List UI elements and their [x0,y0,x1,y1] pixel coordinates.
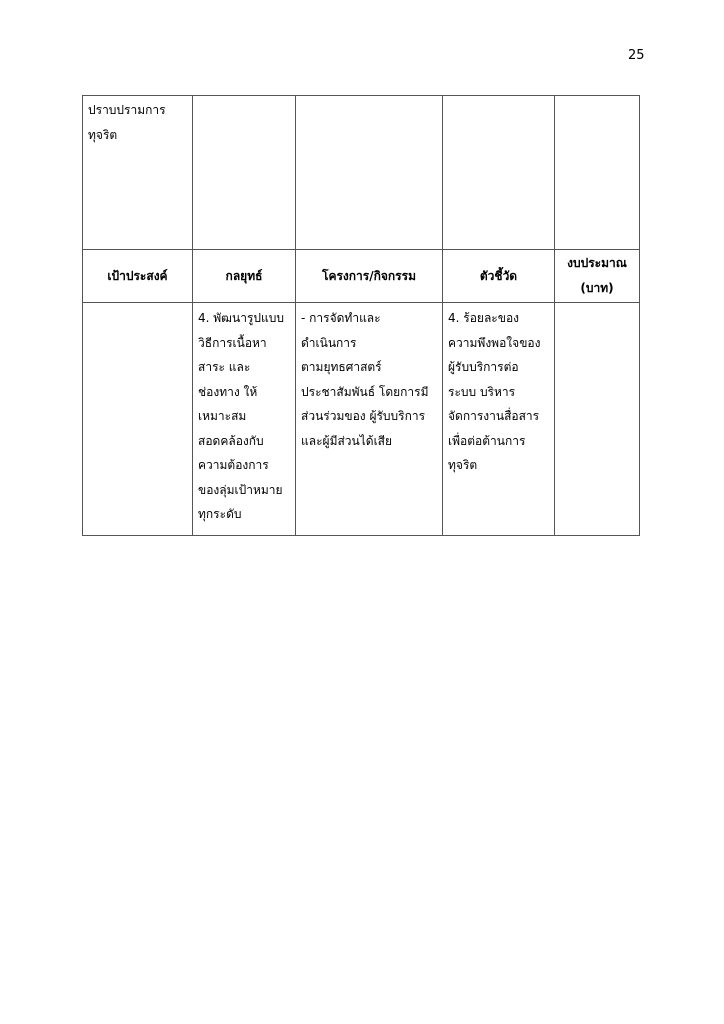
indicator-line: จัดการงานสื่อสาร [448,409,540,423]
project-cell [296,303,443,536]
project-line: ตามยุทธศาสตร์ [301,360,382,374]
goal-cell [83,303,193,536]
continuation-project-cell [296,96,443,250]
indicator-line: ระบบ บริหาร [448,384,516,399]
header-indicator: ตัวชี้วัด [443,250,555,303]
continuation-strategy-cell [193,96,296,250]
goal-line: ทุจริต [88,127,118,142]
project-line: ส่วนร่วมของ ผู้รับบริการ [301,409,426,423]
header-budget-line: (บาท) [580,281,614,295]
continuation-indicator-cell [443,96,555,250]
indicator-cell [443,303,555,536]
indicator-line: ทุจริต [448,458,478,472]
continuation-budget-cell [555,96,640,250]
indicator-line: เพื่อต่อต้านการ [448,433,526,448]
strategy-line: วิธีการเนื้อหา [198,335,267,350]
header-budget-line: งบประมาณ [567,256,627,270]
strategy-cell [193,303,296,536]
continuation-row [83,96,640,250]
header-project: โครงการ/กิจกรรม [296,250,443,303]
project-line: ประชาสัมพันธ์ โดยการมี [301,384,429,399]
header-strategy: กลยุทธ์ [193,250,296,303]
indicator-line: 4. ร้อยละของ [448,311,520,325]
continuation-goal-cell [83,96,193,250]
strategy-line: เหมาะสม [198,409,247,423]
strategy-line: ช่องทาง ให้ [198,384,258,399]
header-row [83,250,640,303]
header-budget [555,250,640,303]
strategy-line: ของลุ่มเป้าหมาย [198,482,283,497]
strategy-table [82,95,640,536]
header-goal: เป้าประสงค์ [83,250,193,303]
indicator-line: ความพึงพอใจของ [448,335,541,350]
project-line: ดำเนินการ [301,335,357,350]
budget-cell [555,303,640,536]
strategy-line: สอดคล้องกับ [198,433,264,448]
project-line: - การจัดทำและ [301,311,381,325]
strategy-line: ทุกระดับ [198,507,242,521]
strategy-line: สาระ และ [198,360,251,374]
goal-line: ปราบปรามการ [88,103,166,117]
indicator-line: ผู้รับบริการต่อ [448,360,519,374]
project-line: และผู้มีส่วนได้เสีย [301,433,393,448]
strategy-line: 4. พัฒนารูปแบบ [198,311,284,325]
table-row [83,303,640,536]
strategy-line: ความต้องการ [198,458,269,472]
page-number: 25 [628,48,645,63]
